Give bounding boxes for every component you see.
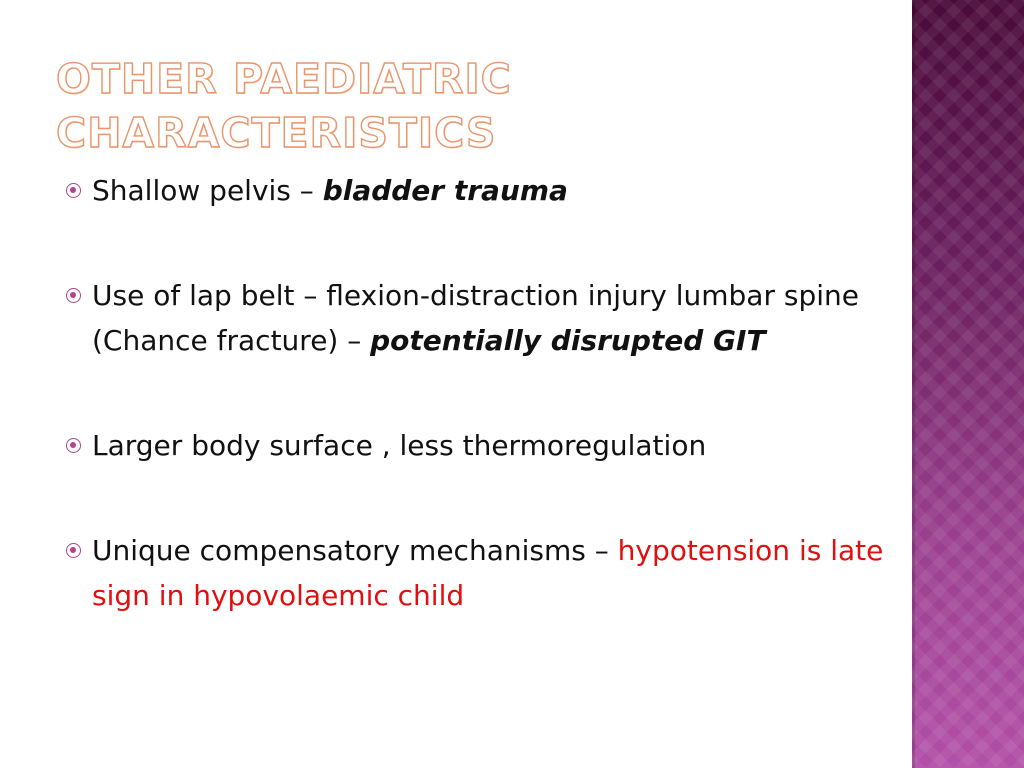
bullet-item-lap-belt — [66, 273, 886, 363]
bullet-item-shallow-pelvis — [66, 168, 886, 213]
side-band-edge — [912, 0, 915, 768]
slide-title-line-1: OTHER PAEDIATRIC — [56, 55, 512, 103]
bullet-emphasis: potentially disrupted GIT — [370, 324, 766, 357]
slide-title-line-2: CHARACTERISTICS — [56, 109, 497, 157]
decorative-side-band — [912, 0, 1024, 768]
bullet-highlight: hypotension is late sign in hypovolaemic child — [92, 534, 884, 612]
bullet-item-body-surface — [66, 423, 886, 468]
bullet-text: Shallow pelvis – — [92, 174, 323, 207]
circle-dot-bullet-icon — [66, 438, 81, 453]
bullet-emphasis: bladder trauma — [322, 174, 568, 207]
circle-dot-bullet-icon — [66, 543, 81, 558]
slide-title — [56, 52, 876, 160]
bullet-list — [66, 168, 886, 618]
bullet-text: Larger body surface , less thermoregulation — [92, 429, 707, 462]
circle-dot-bullet-icon — [66, 183, 81, 198]
bullet-text: Use of lap belt – flexion-distraction injury lumbar spine (Chance fracture) – — [92, 279, 859, 357]
bullet-item-compensatory — [66, 528, 886, 618]
circle-dot-bullet-icon — [66, 288, 81, 303]
bullet-text: Unique compensatory mechanisms – — [92, 534, 618, 567]
